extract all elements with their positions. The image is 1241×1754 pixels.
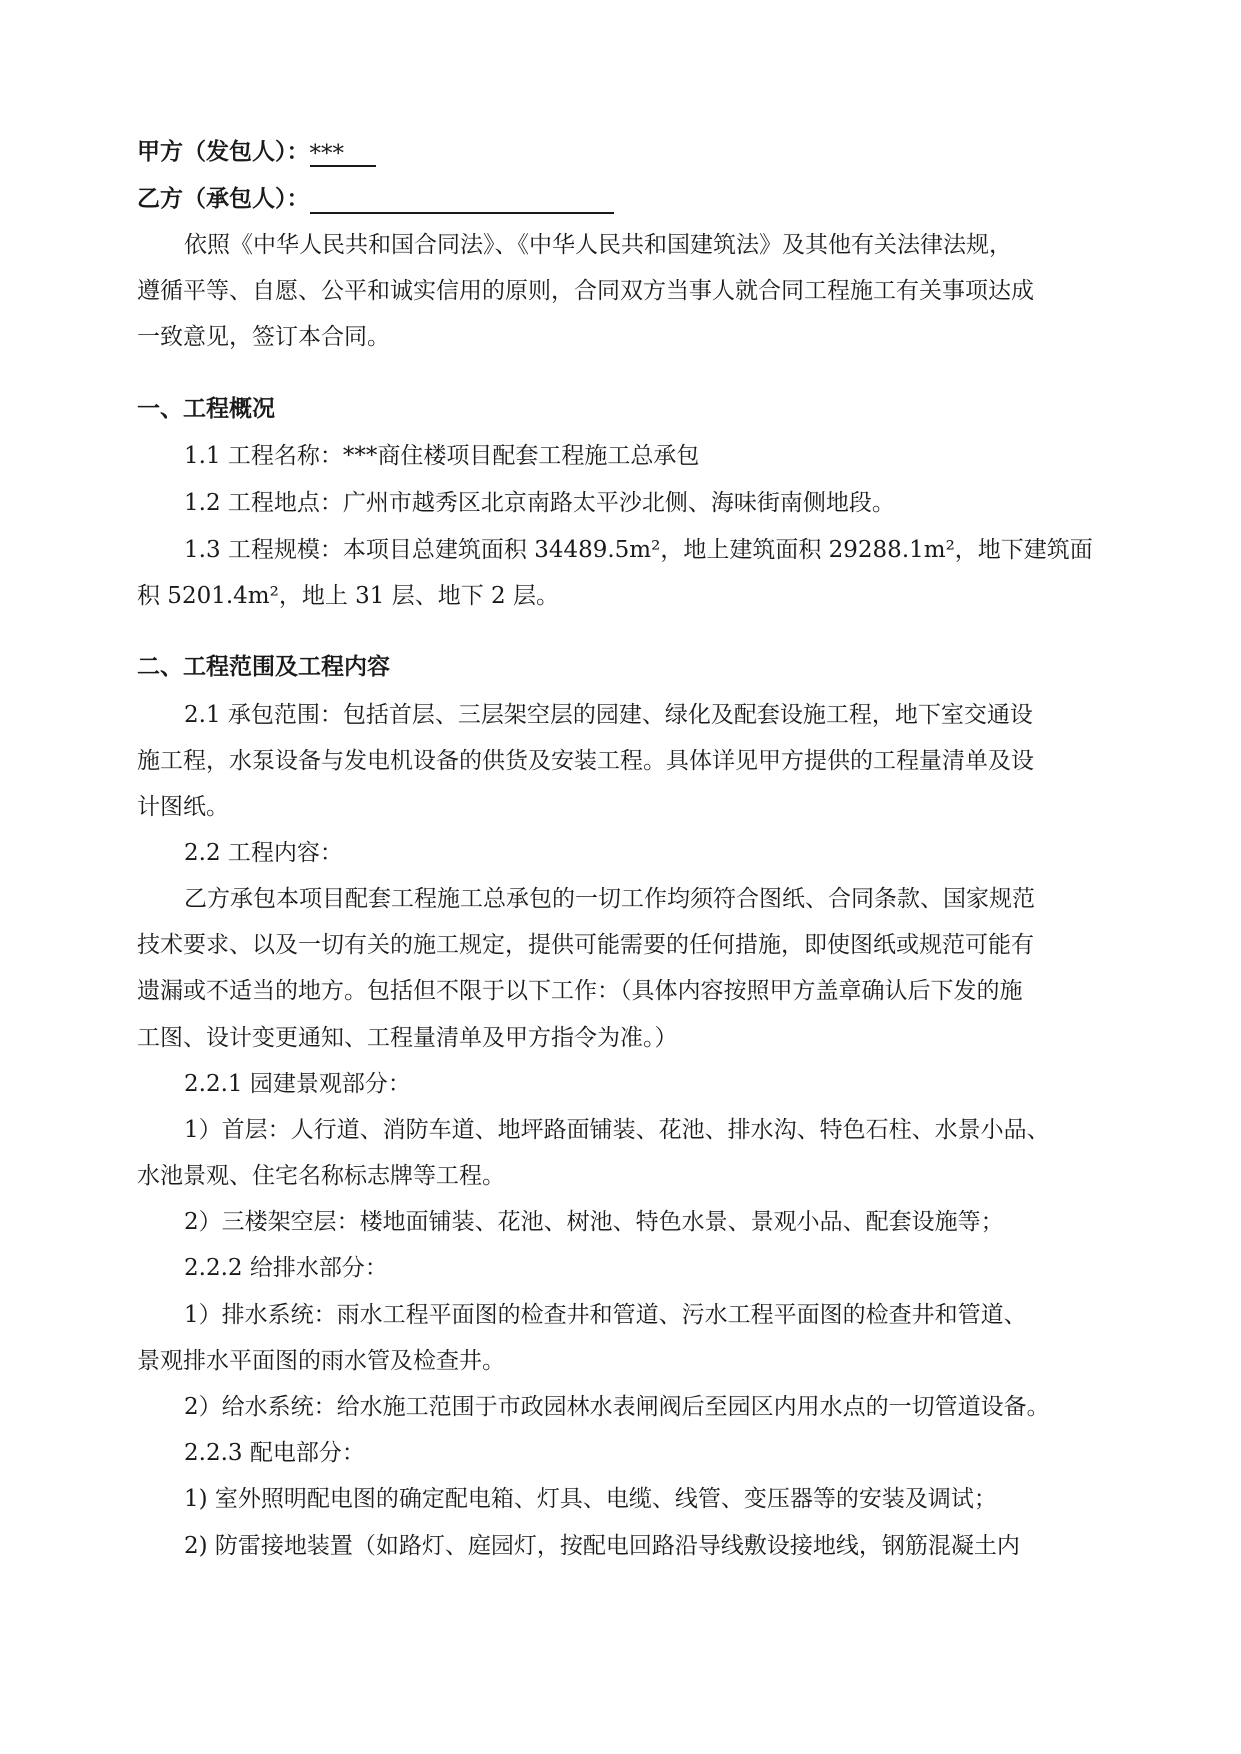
paragraph-line: 乙方承包本项目配套工程施工总承包的一切工作均须符合图纸、合同条款、国家规范	[184, 886, 1035, 912]
section-heading: 一、工程概况	[137, 395, 275, 422]
paragraph-line: 2.2.3 配电部分：	[184, 1440, 365, 1466]
paragraph-line: 1）首层：人行道、消防车道、地坪路面铺装、花池、排水沟、特色石柱、水景小品、	[184, 1117, 1050, 1143]
party-b-line	[137, 184, 1107, 214]
paragraph-line: 1.2 工程地点：广州市越秀区北京南路太平沙北侧、海味街南侧地段。	[184, 490, 895, 516]
party-a-value: ***	[310, 139, 376, 167]
paragraph-line: 计图纸。	[137, 794, 229, 820]
paragraph-line: 景观排水平面图的雨水管及检查井。	[137, 1348, 505, 1374]
paragraph-line: 水池景观、住宅名称标志牌等工程。	[137, 1163, 505, 1189]
paragraph-line: 1) 室外照明配电图的确定配电箱、灯具、电缆、线管、变压器等的安装及调试；	[184, 1486, 997, 1512]
party-a-line	[137, 137, 1107, 167]
paragraph-line: 遗漏或不适当的地方。包括但不限于以下工作：（具体内容按照甲方盖章确认后下发的施	[137, 978, 1023, 1004]
section-heading: 二、工程范围及工程内容	[137, 653, 390, 680]
intro-line: 遵循平等、自愿、公平和诚实信用的原则，合同双方当事人就合同工程施工有关事项达成	[137, 278, 1034, 304]
party-b-value	[310, 186, 614, 214]
paragraph-line: 施工程，水泵设备与发电机设备的供货及安装工程。具体详见甲方提供的工程量清单及设	[137, 748, 1034, 774]
paragraph-line: 2）给水系统：给水施工范围于市政园林水表闸阀后至园区内用水点的一切管道设备。	[184, 1394, 1050, 1420]
paragraph-line: 2）三楼架空层：楼地面铺装、花池、树池、特色水景、景观小品、配套设施等；	[184, 1209, 1004, 1235]
paragraph-line: 2) 防雷接地装置（如路灯、庭园灯，按配电回路沿导线敷设接地线，钢筋混凝土内	[184, 1533, 1020, 1559]
intro-line: 一致意见，签订本合同。	[137, 324, 390, 350]
intro-line: 依照《中华人民共和国合同法》、《中华人民共和国建筑法》及其他有关法律法规，	[184, 232, 1012, 258]
paragraph-line: 工图、设计变更通知、工程量清单及甲方指令为准。）	[137, 1025, 678, 1051]
party-b-label: 乙方（承包人）：	[137, 185, 310, 212]
paragraph-line: 1）排水系统：雨水工程平面图的检查井和管道、污水工程平面图的检查井和管道、	[184, 1302, 1027, 1328]
party-a-label: 甲方（发包人）：	[137, 138, 310, 165]
paragraph-line: 1.1 工程名称：***商住楼项目配套工程施工总承包	[184, 443, 700, 469]
paragraph-line: 技术要求、以及一切有关的施工规定，提供可能需要的任何措施，即使图纸或规范可能有	[137, 932, 1034, 958]
paragraph-line: 2.1 承包范围：包括首层、三层架空层的园建、绿化及配套设施工程，地下室交通设	[184, 702, 1033, 728]
paragraph-line: 2.2.1 园建景观部分：	[184, 1071, 411, 1097]
paragraph-line: 2.2.2 给排水部分：	[184, 1255, 388, 1281]
paragraph-line: 1.3 工程规模：本项目总建筑面积 34489.5m²，地上建筑面积 29288.1m²，地下建筑面	[184, 537, 1093, 563]
paragraph-line: 积 5201.4m²，地上 31 层、地下 2 层。	[137, 583, 559, 609]
paragraph-line: 2.2 工程内容：	[184, 840, 343, 866]
